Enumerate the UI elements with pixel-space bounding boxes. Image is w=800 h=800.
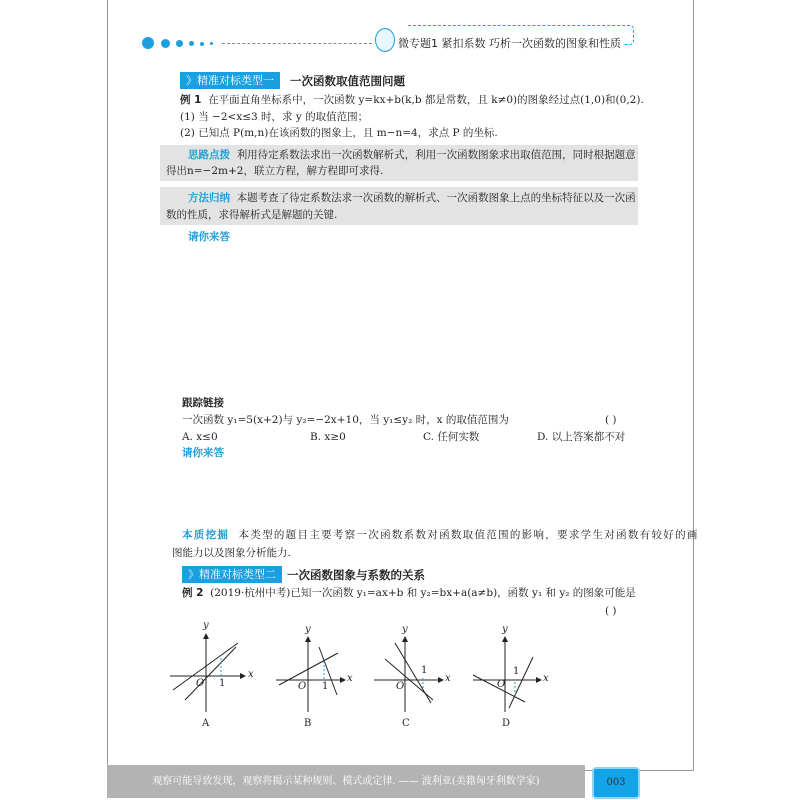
essence-text: 本类型的题目主要考察一次函数系数对函数取值范围的影响，要求学生对函数有较好的画 bbox=[238, 529, 699, 541]
graph-label-b: B bbox=[304, 718, 312, 729]
method-text: 数的性质，求得解析式是解题的关键. bbox=[166, 209, 338, 221]
graph-b bbox=[276, 637, 345, 712]
option-a: A. x≤0 bbox=[182, 431, 218, 443]
essence-label: 本质挖掘 bbox=[182, 529, 230, 541]
essence-text: 图能力以及图象分析能力. bbox=[172, 547, 291, 559]
question-1: (1) 当 −2<x≤3 时，求 y 的取值范围； bbox=[180, 111, 369, 123]
section-tag: 》精准对标类型二 bbox=[182, 566, 282, 583]
section-title: 一次函数图象与系数的关系 bbox=[287, 568, 425, 582]
graph-label-a: A bbox=[202, 718, 210, 729]
graph-label-d: D bbox=[502, 718, 511, 729]
answer-prompt: 请你来答 bbox=[182, 447, 224, 459]
example-stem: 在平面直角坐标系中，一次函数 y=kx+b(k,b 都是常数，且 k≠0)的图象经过点(1,0)和(0,2). bbox=[208, 94, 644, 106]
graph-d bbox=[473, 637, 541, 712]
hint-text: 得出n=−2m+2，联立方程，解方程即可求得. bbox=[166, 165, 384, 177]
section-tag: 》精准对标类型一 bbox=[180, 72, 280, 89]
option-d: D. 以上答案都不对 bbox=[537, 431, 626, 443]
option-b: B. x≥0 bbox=[310, 431, 346, 443]
answer-paren: ( ) bbox=[605, 414, 617, 426]
tracking-question: 一次函数 y₁=5(x+2)与 y₂=−2x+10，当 y₁≤y₂ 时，x 的取值范围为 bbox=[182, 414, 509, 426]
answer-paren: ( ) bbox=[605, 605, 617, 617]
method-text: 本题考查了待定系数法求一次函数的解析式、一次函数图象上点的坐标特征以及一次函 bbox=[236, 192, 636, 204]
tracking-label: 跟踪链接 bbox=[182, 397, 224, 409]
method-label: 方法归纳 bbox=[188, 192, 230, 204]
hint-text: 利用待定系数法求出一次函数解析式，利用一次函数图象求出取值范围，同时根据题意 bbox=[236, 149, 636, 161]
answer-prompt: 请你来答 bbox=[188, 231, 230, 243]
example-label: 例 2 bbox=[182, 587, 204, 599]
graph-label-c: C bbox=[402, 718, 410, 729]
section-title: 一次函数取值范围问题 bbox=[290, 74, 405, 88]
graph-c bbox=[374, 637, 443, 712]
page-number: 003 bbox=[592, 767, 640, 799]
option-c: C. 任何实数 bbox=[423, 431, 480, 443]
question-2: (2) 已知点 P(m,n)在该函数的图象上，且 m−n=4，求点 P 的坐标. bbox=[180, 127, 498, 139]
example-label: 例 1 bbox=[180, 94, 202, 106]
footer-quote: 观察可能导致发现，观察将揭示某种规则、模式或定律. —— 波利亚(美籍匈牙利数学家) bbox=[107, 765, 585, 798]
graph-a bbox=[170, 634, 245, 712]
hint-label: 思路点拨 bbox=[188, 149, 230, 161]
example-stem: (2019·杭州中考)已知一次函数 y₁=ax+b 和 y₂=bx+a(a≠b)，函数 y₁ 和 y₂ 的图象可能是 bbox=[210, 587, 636, 599]
header-title: 微专题1 紧扣系数 巧析一次函数的图象和性质 bbox=[395, 35, 624, 51]
